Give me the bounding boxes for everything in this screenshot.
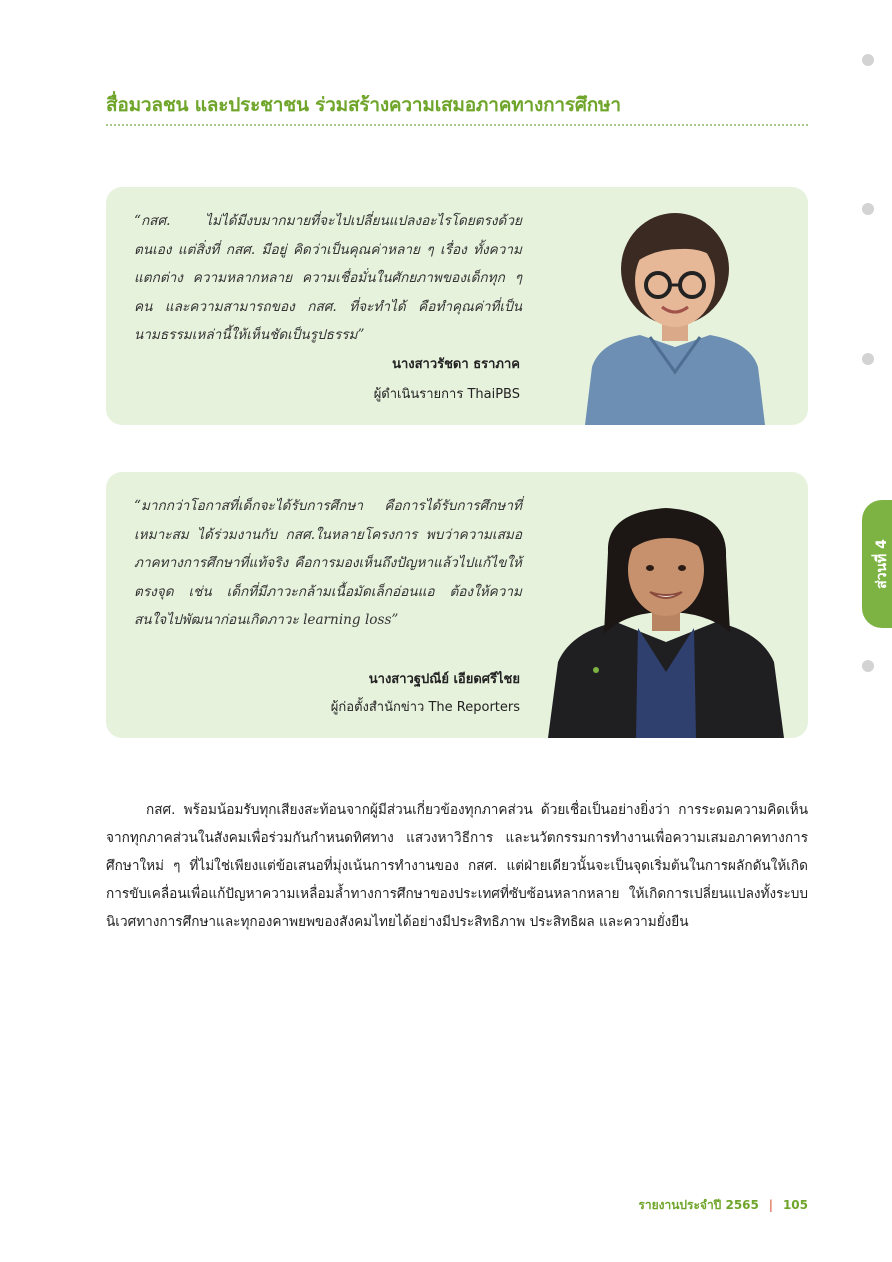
nav-dot-2 bbox=[862, 203, 874, 215]
portrait-photo-1 bbox=[580, 187, 770, 425]
footer-report-title: รายงานประจำปี 2565 bbox=[638, 1198, 759, 1212]
page-footer bbox=[638, 1196, 808, 1215]
section-tab-label: ส่วนที่ 4 bbox=[874, 539, 890, 589]
quote-author-role-2: ผู้ก่อตั้งสำนักข่าว The Reporters bbox=[330, 700, 520, 715]
nav-dot-3 bbox=[862, 353, 874, 365]
quote-author-name-1: นางสาวรัชดา ธราภาค bbox=[392, 357, 520, 372]
nav-dot-4 bbox=[862, 660, 874, 672]
portrait-photo-2 bbox=[546, 472, 786, 738]
quote-text-2: “มากกว่าโอกาสที่เด็กจะได้รับการศึกษา คือการได้รับการศึกษาที่เหมาะสม ได้ร่วมงานกับ กสศ.ในหลายโครงการ พบว่าความเสมอภาคทางการศึกษาที่แท้จริง คือการมองเห็นถึงปัญหาแล้วไปแก้ไขให้ตรงจุด เช่น เด็กที่มีภาวะกล้ามเนื้อมัดเล็กอ่อนแอ ต้องให้ความสนใจไปพัฒนาก่อนเกิดภาวะ learning loss” bbox=[134, 498, 522, 628]
footer-separator: | bbox=[768, 1198, 773, 1212]
nav-dot-1 bbox=[862, 54, 874, 66]
quote-author-role-1: ผู้ดำเนินรายการ ThaiPBS bbox=[373, 387, 520, 402]
quote-text-1: “กสศ. ไม่ได้มีงบมากมายที่จะไปเปลี่ยนแปลงอะไรโดยตรงด้วยตนเอง แต่สิ่งที่ กสศ. มีอยู่ คิดว่าเป็นคุณค่าหลาย ๆ เรื่อง ทั้งความแตกต่าง ความหลากหลาย ความเชื่อมั่นในศักยภาพของเด็กทุก ๆ คน และความสามารถของ กสศ. ที่จะทำได้ คือทำคุณค่าที่เป็นนามธรรมเหล่านี้ให้เห็นชัดเป็นรูปธรรม” bbox=[134, 213, 522, 343]
quote-author-name-2: นางสาวฐปณีย์ เอียดศรีไชย bbox=[368, 672, 520, 687]
title-divider bbox=[106, 124, 808, 126]
page-title: สื่อมวลชน และประชาชน ร่วมสร้างความเสมอภาคทางการศึกษา bbox=[106, 94, 621, 116]
quote-card-2 bbox=[106, 472, 808, 738]
page-number: 105 bbox=[782, 1198, 808, 1212]
quote-card-1 bbox=[106, 187, 808, 425]
section-tab[interactable] bbox=[862, 500, 892, 628]
body-paragraph bbox=[106, 796, 808, 936]
body-paragraph-text: กสศ. พร้อมน้อมรับทุกเสียงสะท้อนจากผู้มีส่วนเกี่ยวข้องทุกภาคส่วน ด้วยเชื่อเป็นอย่างยิ่งว่า การระดมความคิดเห็นจากทุกภาคส่วนในสังคมเพื่อร่วมกันกำหนดทิศทาง แสวงหาวิธีการ และนวัตกรรมการทำงานเพื่อความเสมอภาคทางการศึกษาใหม่ ๆ ที่ไม่ใช่เพียงแต่ข้อเสนอที่มุ่งเน้นการทำงานของ กสศ. แต่ฝ่ายเดียวนั้นจะเป็นจุดเริ่มต้นในการผลักดันให้เกิดการขับเคลื่อนเพื่อแก้ปัญหาความเหลื่อมล้ำทางการศึกษาของประเทศที่ซับซ้อนหลากหลาย ให้เกิดการเปลี่ยนแปลงทั้งระบบนิเวศทางการศึกษาและทุกองคาพยพของสังคมไทยได้อย่างมีประสิทธิภาพ ประสิทธิผล และความยั่งยืน bbox=[106, 802, 808, 930]
